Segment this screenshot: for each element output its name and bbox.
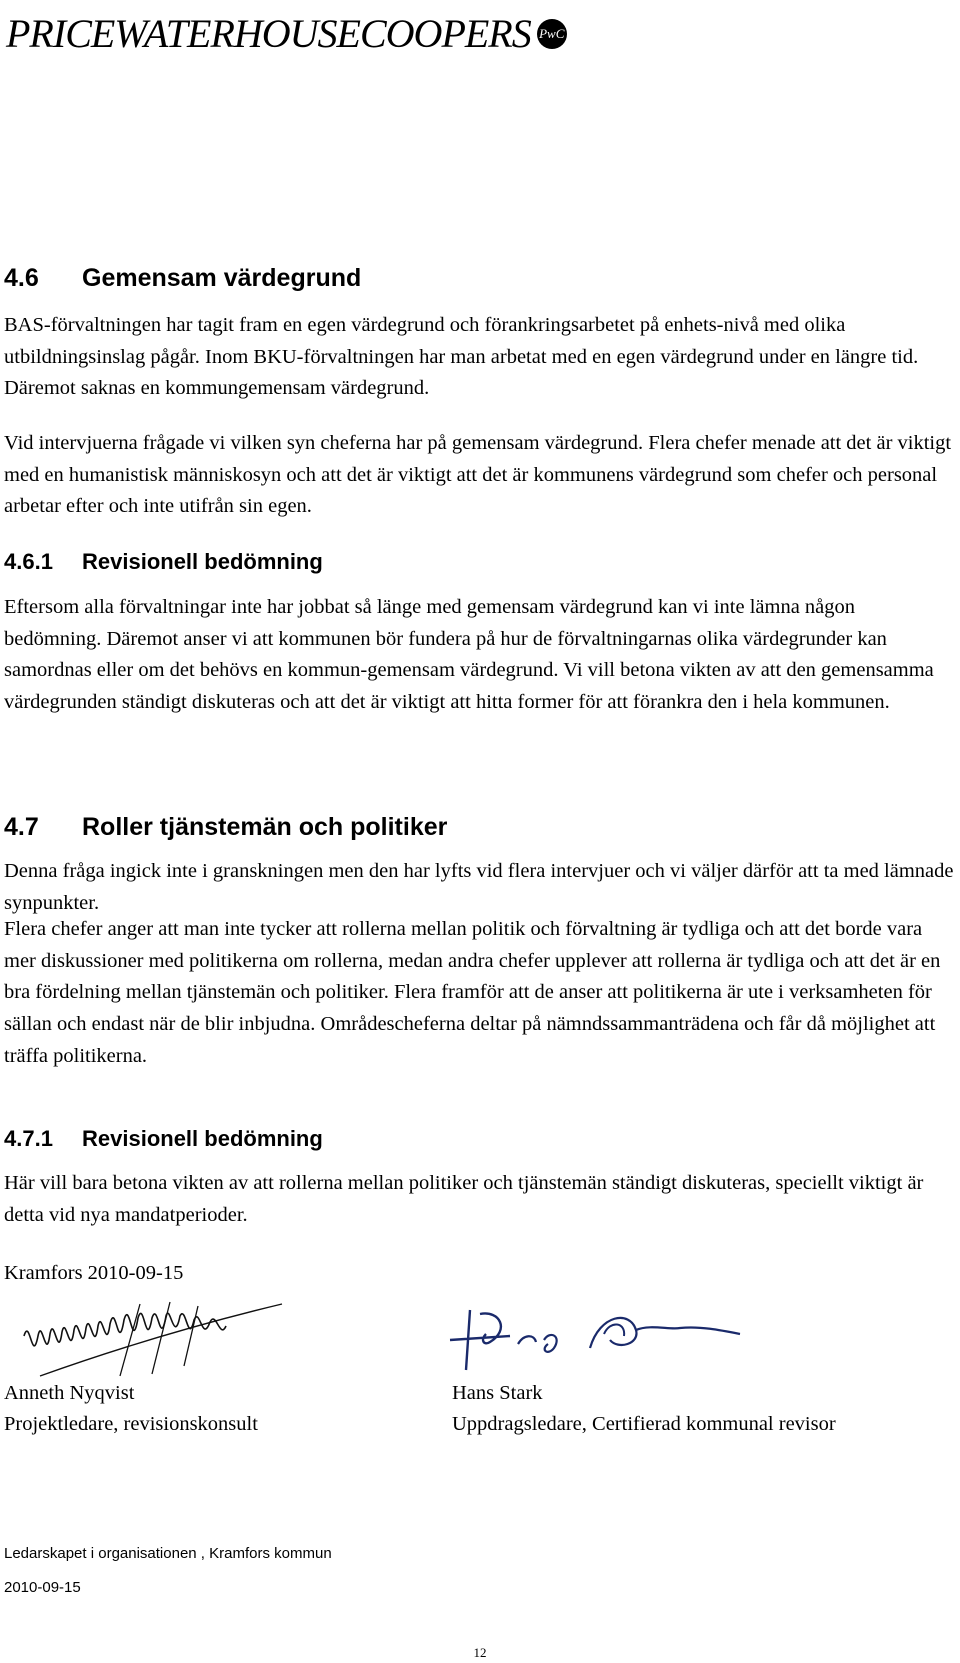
heading-number: 4.7.1 — [4, 1126, 53, 1151]
heading-4-7 — [4, 811, 950, 843]
paragraph-4-6-1: BAS-förvaltningen har tagit fram en egen värdegrund och förankringsarbetet på enhets-nivå med olika utbildningsinslag pågår. Inom BKU-förvaltningen har man arbetat med en egen värdegrund under en längre tid. Däremot saknas en kommungemensam värdegrund. — [4, 314, 919, 400]
paragraph-4-7-1-assessment: Här vill bara betona vikten av att rollerna mellan politiker och tjänstemän ständigt diskuteras, speciellt viktigt är detta vid nya mandatperioder. — [4, 1172, 924, 1226]
heading-4-6-1 — [4, 547, 950, 577]
heading-number: 4.7 — [4, 813, 39, 841]
heading-title: Revisionell bedömning — [82, 549, 323, 574]
heading-number: 4.6.1 — [4, 549, 53, 574]
logo-seal-icon: PwC — [537, 19, 567, 49]
heading-title: Gemensam värdegrund — [82, 264, 362, 292]
footer-report-title: Ledarskapet i organisationen , Kramfors kommun — [4, 1545, 332, 1562]
page-number: 12 — [473, 1645, 487, 1660]
pwc-logo — [6, 6, 567, 62]
signatory-2-name: Hans Stark — [452, 1382, 543, 1404]
signature-nyqvist-image — [20, 1296, 290, 1386]
paragraph-4-6-2: Vid intervjuerna frågade vi vilken syn cheferna har på gemensam värdegrund. Flera chefer menade att det är viktigt med en humanistisk människosyn och att det är viktigt att det är kommunens värdegrund som chefer och personal arbetar efter och inte utifrån sin egen. — [4, 432, 952, 518]
signatory-2-title: Uppdragsledare, Certifierad kommunal revisor — [452, 1413, 836, 1435]
paragraph-4-7-2: Flera chefer anger att man inte tycker att rollerna mellan politik och förvaltning är tydliga och att det borde vara mer diskussioner med politikerna om rollerna, medan andra chefer upplever att rollerna är tydliga och att det är en bra fördelning mellan tjänstemän och politiker. Flera framför att de anser att politikerna är ute i verksamheten för sällan och endast när de blir inbjudna. Områdescheferna deltar på nämndssammanträdena och får då möjlighet att träffa politikerna. — [4, 918, 941, 1067]
paragraph-4-7-1: Denna fråga ingick inte i granskningen men den har lyfts vid flera intervjuer och vi väljer därför att ta med lämnade synpunkter. — [4, 860, 954, 914]
signature-stark-image — [440, 1300, 760, 1380]
heading-4-6 — [4, 262, 950, 294]
paragraph-4-6-1-assessment: Eftersom alla förvaltningar inte har jobbat så länge med gemensam värdegrund kan vi inte lämna någon bedömning. Däremot anser vi att kommunen bör fundera på hur de förvaltningarnas olika värdegrunder kan samordnas eller om det behövs en kommun-gemensam värdegrund. Vi vill betona vikten av att den gemensamma värdegrunden ständigt diskuteras och att det är viktigt att hitta former för att förankra den i hela kommunen. — [4, 596, 934, 714]
heading-4-7-1 — [4, 1124, 950, 1154]
logo-wordmark: PRICEWATERHOUSECOOPERS — [6, 11, 531, 56]
signatory-1-name: Anneth Nyqvist — [4, 1382, 135, 1404]
heading-title: Revisionell bedömning — [82, 1126, 323, 1151]
heading-number: 4.6 — [4, 264, 39, 292]
heading-title: Roller tjänstemän och politiker — [82, 813, 448, 841]
place-date: Kramfors 2010-09-15 — [4, 1262, 184, 1284]
signatory-1-title: Projektledare, revisionskonsult — [4, 1413, 258, 1435]
footer-date: 2010-09-15 — [4, 1579, 81, 1596]
